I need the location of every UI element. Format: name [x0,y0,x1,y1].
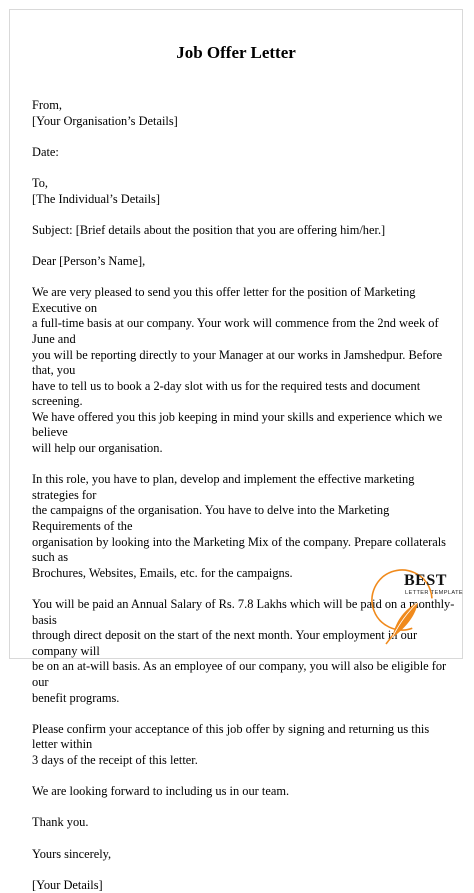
paragraph-intro [32,285,457,457]
salutation: Dear [Person’s Name], [32,253,146,268]
paragraph-line: organisation by looking into the Marketing Mix of the company. Prepare collaterals such as [32,534,446,565]
signature-line: [Your Details] [32,877,103,892]
date-label: Date: [32,144,59,159]
paragraph-line: have to tell us to book a 2-day slot with us for the required tests and document screening. [32,378,421,409]
page-title: Job Offer Letter [176,43,296,62]
closing-line: Yours sincerely, [32,846,112,861]
letter-body [32,98,457,893]
from-label: From, [32,98,62,112]
to-value: [The Individual’s Details] [32,191,161,206]
to-label: To, [32,175,48,190]
paragraph-line: a full-time basis at our company. Your work will commence from the 2nd week of June and [32,316,439,346]
paragraph-confirmation [32,722,457,769]
paragraph-line: you will be reporting directly to your Manager at our works in Jamshedpur. Before that, you [32,347,443,378]
paragraph-line: through direct deposit on the start of the next month. Your employment in our company will [32,628,418,658]
paragraph-line: the campaigns of the organisation. You have to delve into the Marketing Requirements of the [32,503,390,534]
paragraph-line: benefit programs. [32,690,120,705]
paragraph-line: Please confirm your acceptance of this job offer by signing and returning us this letter within [32,721,430,752]
paragraph-line: In this role, you have to plan, develop and implement the effective marketing strategies for [32,472,415,502]
paragraph-line: be on an at-will basis. As an employee of our company, you will also be eligible for our [32,659,447,689]
paragraph-line: You will be paid an Annual Salary of Rs. 7.8 Lakhs which will be paid on a monthly-basis [32,597,455,627]
thank-you-line: Thank you. [32,815,89,830]
logo-tagline: LETTER TEMPLATE [405,590,464,596]
paragraph-line: We have offered you this job keeping in mind your skills and experience which we believe [32,409,443,440]
logo-wordmark: BEST [404,572,447,589]
paragraph-closing-remark: We are looking forward to including us in our team. [32,784,290,799]
from-value: [Your Organisation’s Details] [32,113,178,128]
paragraph-line: Brochures, Websites, Emails, etc. for the campaigns. [32,565,293,580]
paragraph-line: will help our organisation. [32,441,163,456]
subject-line: Subject: [Brief details about the position that you are offering him/her.] [32,222,386,237]
paragraph-line: We are very pleased to send you this offer letter for the position of Marketing Executive on [32,285,416,315]
paragraph-line: 3 days of the receipt of this letter. [32,752,198,767]
